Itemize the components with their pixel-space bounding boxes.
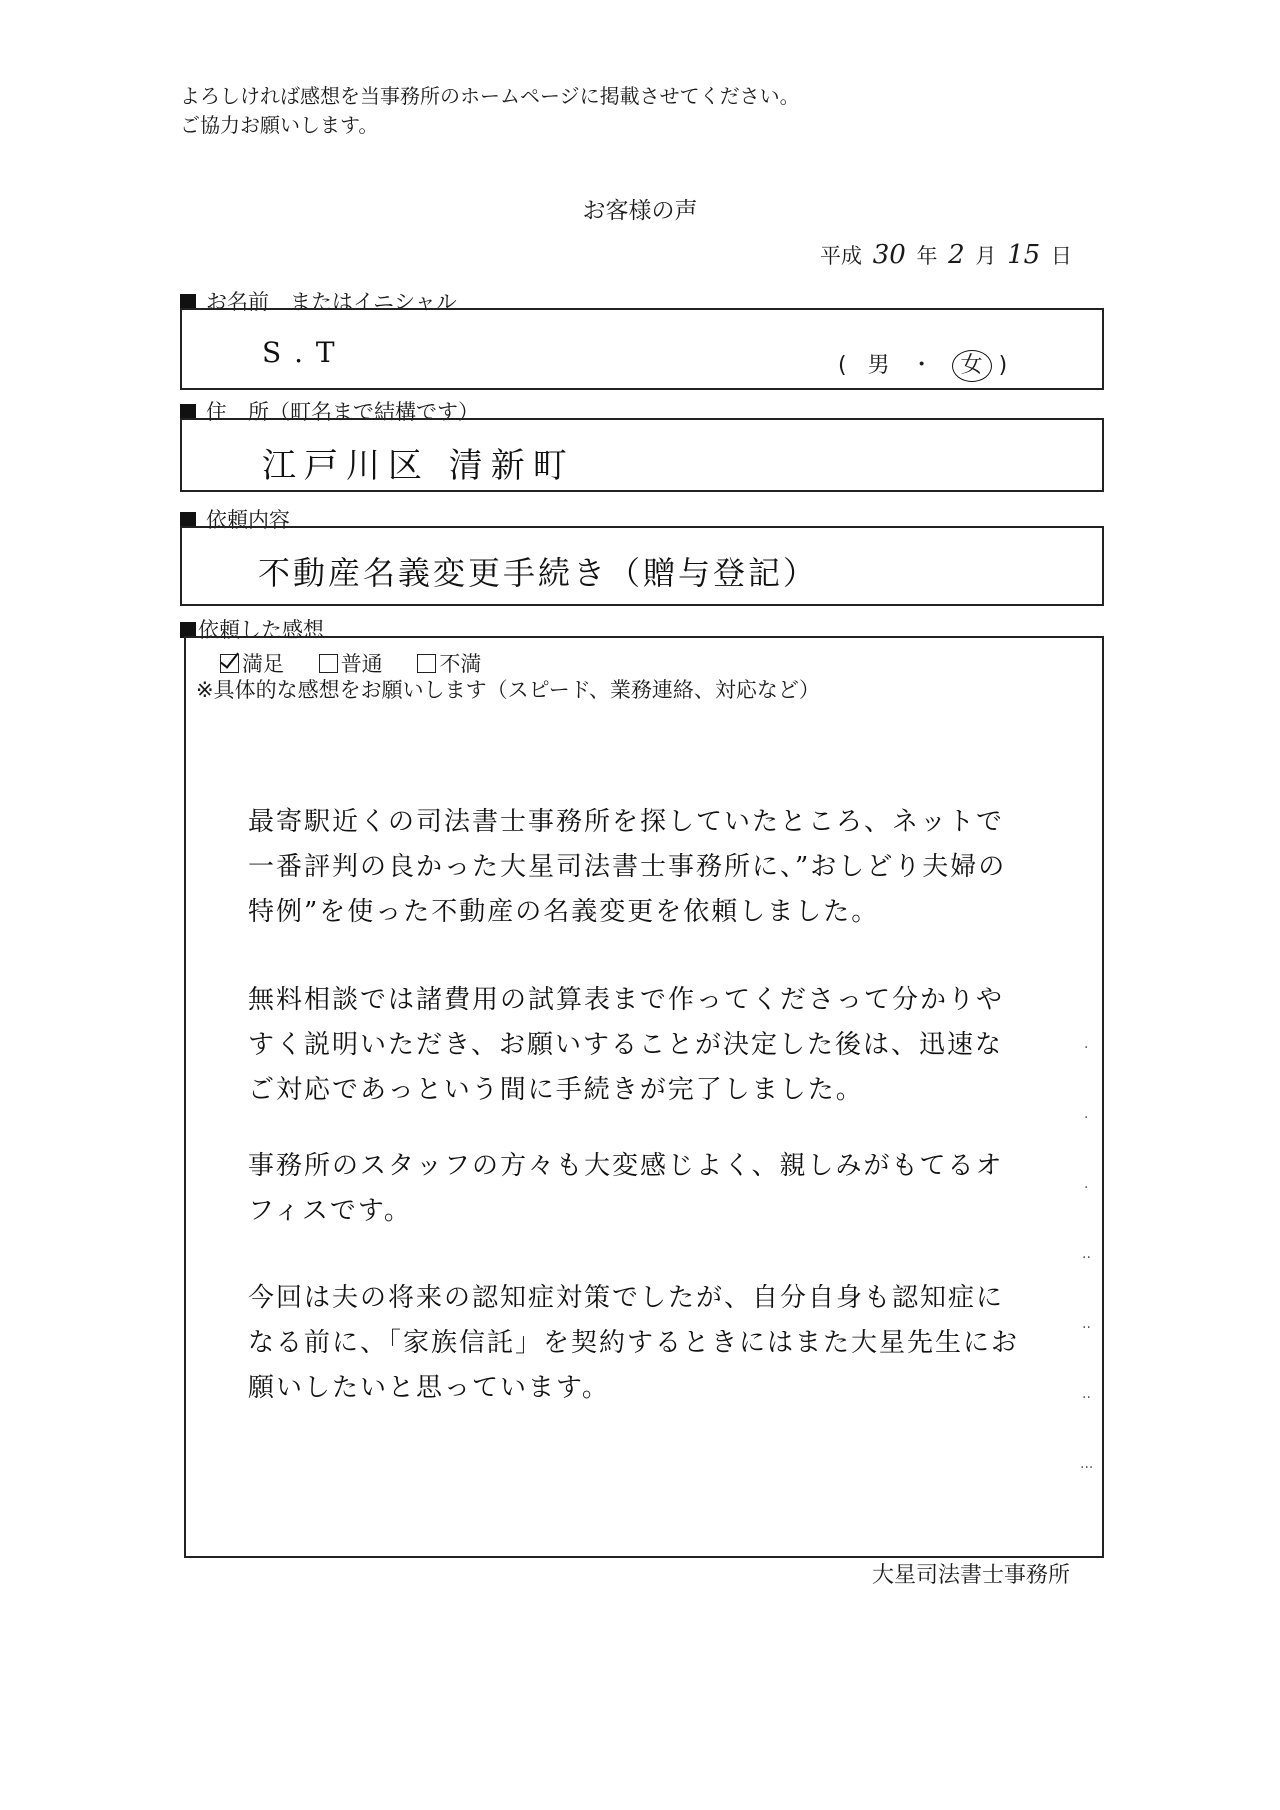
date-year-unit: 年 <box>916 244 938 268</box>
margin-dot: ·· <box>1082 1320 1091 1336</box>
margin-dot: · <box>1084 1180 1089 1196</box>
intro-line-1: よろしければ感想を当事務所のホームページに掲載させてください。 <box>180 84 800 108</box>
margin-dot: ·· <box>1082 1390 1091 1406</box>
page-title: お客様の声 <box>582 198 698 224</box>
date-era: 平成 <box>820 244 862 268</box>
name-value: S . T <box>262 336 337 369</box>
office-signature: 大星司法書士事務所 <box>872 1563 1071 1588</box>
impression-paragraph-1: 最寄駅近くの司法書士事務所を探していたところ、ネットで一番評判の良かった大星司法書士事務所に、”おしどり夫婦の特例”を使った不動産の名義変更を依頼しました。 <box>248 807 1007 927</box>
impression-paragraph-3: 事務所のスタッフの方々も大変感じよく、親しみがもてるオフィスです。 <box>248 1151 1004 1226</box>
intro-line-2: ご協力お願いします。 <box>180 113 379 137</box>
name-label: お名前 またはイニシャル <box>180 286 457 316</box>
margin-dot: ··· <box>1080 1460 1094 1476</box>
date-year: 30 <box>872 240 906 270</box>
gender-selector: ( 男 ・ 女 ) <box>838 348 1007 382</box>
date-day-unit: 日 <box>1050 244 1072 268</box>
request-label: 依頼内容 <box>180 504 290 534</box>
address-value: 江戸川区 清新町 <box>262 446 575 486</box>
margin-dot: · <box>1084 1040 1089 1056</box>
impression-paragraph-2: 無料相談では諸費用の試算表まで作ってくださって分かりやすく説明いただき、お願いすることが決定した後は、迅速なご対応であっという間に手続きが完了しました。 <box>248 985 1005 1105</box>
margin-dot: ·· <box>1082 1250 1091 1266</box>
option-normal[interactable]: 普通 <box>319 652 383 676</box>
checkbox-icon[interactable] <box>319 654 338 673</box>
option-satisfied[interactable]: 満足 <box>220 652 284 676</box>
intro-text <box>180 82 800 140</box>
form-date <box>820 240 1072 270</box>
address-label: 住 所（町名まで結構です） <box>180 396 479 426</box>
checkbox-icon[interactable] <box>417 654 436 673</box>
date-day: 15 <box>1007 240 1041 270</box>
date-month-unit: 月 <box>975 244 997 268</box>
checkbox-checked-icon[interactable] <box>220 654 239 673</box>
impression-note: ※具体的な感想をお願いします（スピード、業務連絡、対応など） <box>196 678 820 702</box>
date-month: 2 <box>948 240 965 270</box>
margin-dot: · <box>1084 1110 1089 1126</box>
request-value: 不動産名義変更手続き（贈与登記） <box>258 554 819 592</box>
gender-female-circled[interactable]: 女 <box>952 350 992 382</box>
option-unsatisfied[interactable]: 不満 <box>417 652 481 676</box>
impression-label: 依頼した感想 <box>180 614 324 644</box>
gender-male[interactable]: 男 <box>867 353 890 378</box>
impression-paragraph-4: 今回は夫の将来の認知症対策でしたが、自分自身も認知症になる前に、「家族信託」を契約するときにはまた大星先生にお願いしたいと思っています。 <box>248 1283 1020 1403</box>
